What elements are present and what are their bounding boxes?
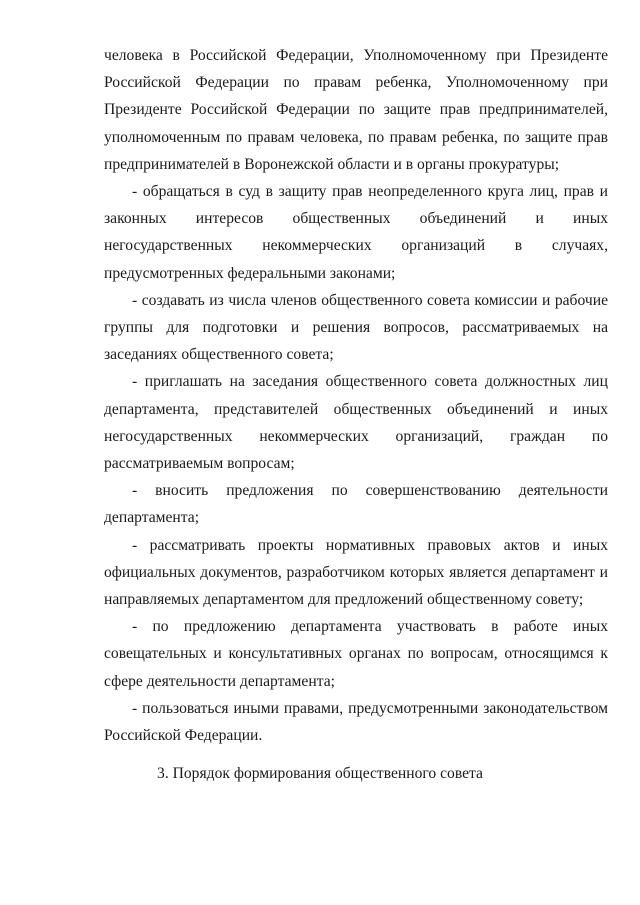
list-item-participate: - по предложению департамента участвовать в работе иных совещательных и консультативных органах по вопросам, относящимся к сфере деятельности департамента; [104,618,608,690]
document-body [104,42,608,749]
list-item-proposals: - вносить предложения по совершенствованию деятельности департамента; [104,482,608,527]
section-heading: 3. Порядок формирования общественного совета [157,765,483,782]
list-item-review-drafts: - рассматривать проекты нормативных правовых актов и иных официальных документов, разработчиком которых является департамент и направляемых департаментом для предложений общественному совету; [104,536,608,609]
list-item-court: - обращаться в суд в защиту прав неопределенного круга лиц, прав и законных интересов общественных объединений и иных негосударственных некоммерческих организаций в случаях, предусмотренных федеральными законами; [104,183,608,282]
list-item-other-rights: - пользоваться иными правами, предусмотренными законодательством Российской Федерации. [104,699,608,745]
continuation-paragraph: человека в Российской Федерации, Уполномоченному при Президенте Российской Федерации по правам ребенка, Уполномоченному при Президенте Российской Федерации по защите прав предпринимателей, уполномоченным по правам человека, по правам ребенка, по защите прав предпринимателей в Воронежской области и в органы прокуратуры; [104,47,608,173]
list-item-invite: - приглашать на заседания общественного совета должностных лиц департамента, представителей общественных объединений и иных негосударственных некоммерческих организаций, граждан по рассматриваемым вопросам; [104,373,608,473]
list-item-commissions: - создавать из числа членов общественного совета комиссии и рабочие группы для подготовки и решения вопросов, рассматриваемых на заседаниях общественного совета; [104,291,608,364]
